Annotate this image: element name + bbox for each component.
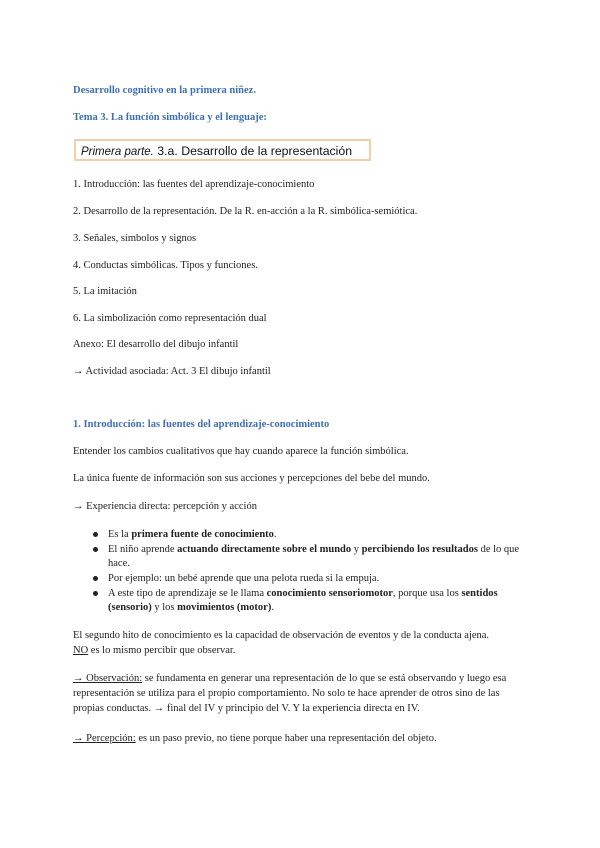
perception-label: → Percepción: xyxy=(73,733,136,744)
b1-bold: primera fuente de conocimiento xyxy=(131,529,274,540)
toc-item: 6. La simbolización como representación dual xyxy=(73,313,267,324)
list-item xyxy=(93,528,533,542)
paragraph: → Experiencia directa: percepción y acción xyxy=(73,501,257,512)
perception-text: es un paso previo, no tiene porque haber una representación del objeto. xyxy=(135,733,437,744)
list-item xyxy=(93,543,533,571)
header-box-label: 3.a. Desarrollo de la representación xyxy=(157,144,353,158)
b2-bold2: percibiendo los resultados xyxy=(361,544,478,555)
b2-mid: y xyxy=(351,544,362,555)
section-header-box xyxy=(74,139,371,161)
b1-post: . xyxy=(273,529,277,540)
b4-mid1: , porque usa los xyxy=(392,588,462,599)
p4-line2-rest: es lo mismo percibir que observar. xyxy=(88,645,236,656)
paragraph-perception xyxy=(73,731,533,746)
toc-item: 5. La imitación xyxy=(73,286,137,297)
toc-item: 3. Señales, símbolos y signos xyxy=(73,233,197,244)
topic-heading: Tema 3. La función simbólica y el lenguaje: xyxy=(73,112,267,123)
toc-item: 4. Conductas simbólicas. Tipos y funciones. xyxy=(73,260,258,271)
paragraph-observation xyxy=(73,671,533,716)
b4-mid2: y los xyxy=(151,602,178,613)
b1-pre: Es la xyxy=(108,529,132,540)
toc-item: 1. Introducción: las fuentes del aprendizaje-conocimiento xyxy=(73,179,315,190)
bullet-list xyxy=(93,528,533,616)
b4-bold1: conocimiento sensoriomotor xyxy=(266,588,393,599)
list-item xyxy=(93,572,533,586)
header-box-italic: Primera parte. xyxy=(81,146,154,158)
b2-post: de lo que hace. xyxy=(108,544,520,569)
b4-post: . xyxy=(271,602,274,613)
observation-label: → Observación: xyxy=(73,673,143,684)
observation-text: se fundamenta en generar una representación de lo que se está observando y luego esa representación se utiliza para el propio comportamiento. No solo te hace aprender de otros sino de las propias conductas. → final del IV y principio del V. Y la experiencia directa en IV. xyxy=(73,673,507,714)
toc-item-activity: → Actividad asociada: Act. 3 El dibujo infantil xyxy=(73,366,271,377)
b4-bold2: sentidos (sensorio) xyxy=(108,588,498,613)
section1-heading: 1. Introducción: las fuentes del aprendizaje-conocimiento xyxy=(73,419,330,430)
paragraph: La única fuente de información son sus acciones y percepciones del bebe del mundo. xyxy=(73,473,430,484)
list-item xyxy=(93,587,533,615)
p4-no: NO xyxy=(73,645,89,656)
b2-bold1: actuando directamente sobre el mundo xyxy=(177,544,352,555)
toc-item: 2. Desarrollo de la representación. De la R. en-acción a la R. simbólica-semiótica. xyxy=(73,206,418,217)
toc-item: Anexo: El desarrollo del dibujo infantil xyxy=(73,339,239,350)
b3-text: Por ejemplo: un bebé aprende que una pelota rueda si la empuja. xyxy=(108,573,380,584)
b4-pre: A este tipo de aprendizaje se le llama xyxy=(108,588,267,599)
p4-line1: El segundo hito de conocimiento es la capacidad de observación de eventos y de la conducta ajena. xyxy=(73,630,490,641)
b2-pre: El niño aprende xyxy=(108,544,178,555)
b4-bold3: movimientos (motor) xyxy=(177,602,272,613)
paragraph-observation-intro xyxy=(73,628,533,658)
document-title: Desarrollo cognitivo en la primera niñez. xyxy=(73,85,256,96)
paragraph: Entender los cambios cualitativos que hay cuando aparece la función simbólica. xyxy=(73,446,409,457)
